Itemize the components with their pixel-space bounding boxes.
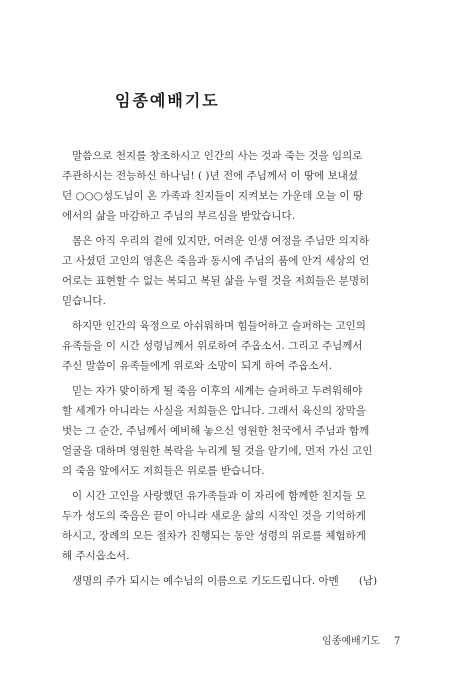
text-line: 생명의 주가 되시는 예수님의 이름으로 기도드립니다. 아멘 (남) [72,575,378,587]
text-line: 두가 성도의 죽음은 끝이 아니라 새로운 삶의 시작인 것을 기억하게 [62,510,366,522]
paragraph-5 [62,486,414,566]
paragraph-3 [62,316,414,376]
text-line: 어로는 표현할 수 없는 복되고 복된 삶을 누릴 것을 저희들은 분명히 [62,275,370,287]
text-line: 하지만 인간의 육정으로 아쉬워하며 힘들어하고 슬퍼하는 고인의 [72,320,366,332]
paragraph-6 [62,571,414,591]
page-title: 임종예배기도 [115,91,220,110]
text-line: 의 죽음 앞에서도 저희들은 위로를 받습니다. [62,465,265,477]
text-line: 고 사셨던 고인의 영혼은 죽음과 동시에 주님의 품에 안겨 세상의 언 [62,255,370,267]
text-line: 해 주시옵소서. [62,550,130,562]
text-line: 믿는 자가 맞이하게 될 죽음 이후의 세계는 슬퍼하고 두려워해야 [72,385,363,397]
running-header: 임종예배기도 [322,636,380,647]
text-line: 에서의 삶을 마감하고 주님의 부르심을 받았습니다. [62,210,296,222]
text-line: 얼굴을 대하며 영원한 복락을 누리게 될 것을 알기에, 먼저 가신 고인 [62,445,373,457]
text-line: 말씀으로 천지를 창조하시고 인간의 사는 것과 죽는 것을 임의로 [72,150,363,162]
paragraph-1 [62,146,414,226]
page-footer [322,632,400,647]
page-number: 7 [393,636,401,647]
text-line: 할 세계가 아니라는 사실을 저희들은 압니다. 그래서 육신의 장막을 [62,405,366,417]
text-line: 유족들을 이 시간 성령님께서 위로하여 주옵소서. 그리고 주님께서 [62,340,363,352]
text-line: 이 시간 고인을 사랑했던 유가족들과 이 자리에 함께한 친지들 모 [72,490,366,502]
text-line: 주관하시는 전능하신 하나님! ( )년 전에 주님께서 이 땅에 보내셨 [62,170,359,182]
text-line: 몸은 아직 우리의 곁에 있지만, 어려운 인생 여정을 주님만 의지하 [72,235,370,247]
paragraph-4 [62,381,414,481]
text-line: 주신 말씀이 유족들에게 위로와 소망이 되게 하여 주옵소서. [62,360,333,372]
prayer-body [62,146,414,596]
text-line: 벗는 그 순간, 주님께서 예비해 놓으신 영원한 천국에서 주님과 함께 [62,425,370,437]
text-line: 하시고, 장례의 모든 절차가 진행되는 동안 성령의 위로를 체험하게 [62,530,366,542]
text-line: 던 ○○○성도님이 온 가족과 친지들이 지켜보는 가운데 오늘 이 땅 [62,190,363,202]
text-line: 믿습니다. [62,295,106,307]
paragraph-2 [62,231,414,311]
